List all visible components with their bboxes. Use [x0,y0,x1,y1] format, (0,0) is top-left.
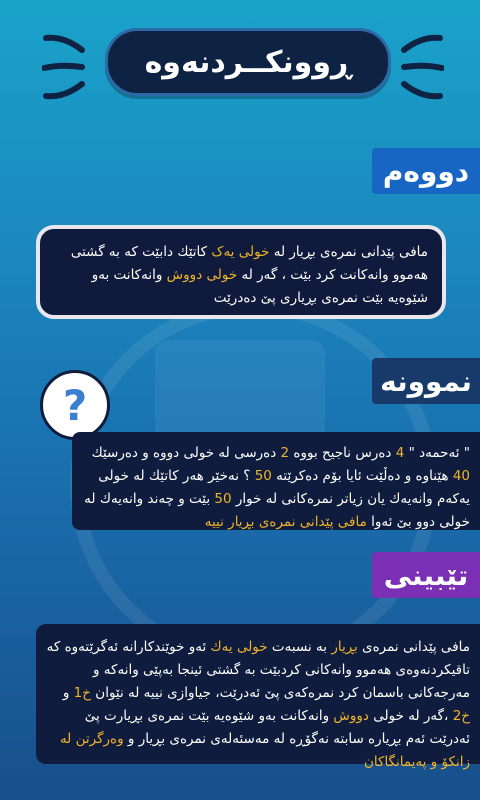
question-bubble-icon: ? [40,370,110,440]
highlight: خولی دووش [166,267,238,283]
text: دەرسی لە خولی دووە و دەرسێك [91,445,281,461]
text: ؟ نەخێر هەر كاتێك لە خولی یەكەم وانەیەك یان زیاتر نمرەكانی لە خوار [98,468,470,507]
highlight: مافی پێدانی نمرەی بڕیار نییە [204,514,367,530]
text: ،گەر لە خولی [368,708,453,724]
section-label-note: تێبینی [372,552,480,598]
highlight: وەرگرتن لە زانكۆ و پەیمانگاكان [59,731,470,770]
sparkle-icon [400,32,444,102]
highlight: 40 [452,468,470,484]
text: هێناوە و دەڵێت ئایا بۆم دەكرێتە [271,468,453,484]
sparkle-icon [42,32,86,102]
highlight: 50 [214,491,232,507]
highlight: خ2 [452,708,470,724]
highlight: دووش [333,708,369,724]
highlight: خ1 [73,685,91,701]
highlight: خولی یەک [211,244,270,260]
section-text-second [36,225,446,319]
text: وانەكانت بەو شێوەیە بێت نمرەی بڕیاری پێ دەدرێت [91,267,428,306]
text: مافی پێدانی نمرەی بڕیار لە [269,244,428,260]
text: " ئەحمەد " [404,445,470,461]
highlight: 50 [254,468,272,484]
highlight: 4 [395,445,405,461]
highlight: 2 [280,445,290,461]
text: مافی پێدانی نمرەی [357,639,470,655]
section-text-example [72,432,480,530]
text: كاتێك دابێت كە بە گشتی هەموو وانەكانت كرد بێت ، گەر لە [70,244,428,283]
text: بە نسبەت [267,639,332,655]
section-label-example: نموونە [372,358,480,404]
text: دەرس ناجیح بووە [289,445,396,461]
section-text-note [36,624,480,770]
page-title: ڕوونكــردنەوە [105,28,391,96]
text: ئەو خوێندكارانە ئەگرێتەوە كە تاقیكردنەوەی هەموو وانەكانی كردبێت بە گشتی ئینجا بەپێی وانەكە و مەرجەكانی باسمان كرد نمرەكەی پێ ئەدرێت، جیاوازی نییە لە نێوان [46,639,470,701]
highlight: خولی یەك [210,639,268,655]
text: وانەكانت بەو شێوەیە بێت نمرەی بڕیارت پێ ئەدرێت ئەم بڕیارە سابتە نەگۆڕە لە مەسئەلەی نمرەی بڕیار و [84,708,470,747]
text: بێت و چەند وانەیەك لە خولی دوو بێ ئەوا [84,491,470,530]
text: و [62,685,74,701]
section-label-second: دووەم [372,148,480,194]
highlight: بڕیار [331,639,358,655]
